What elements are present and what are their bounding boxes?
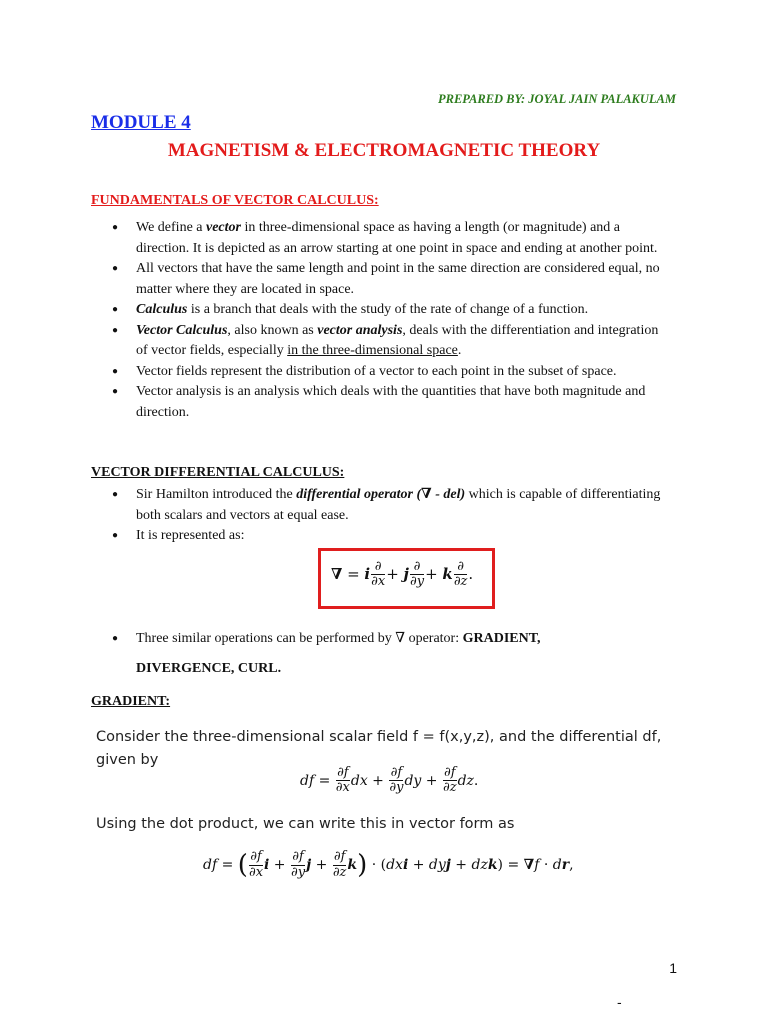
differential-formula: df = $\frac{\partial f}{\partial x}$ dx + $\frac{\partial f}{\partial y}$ dy + $\frac{\partial f}{\partial z}$ dz. <box>300 765 479 796</box>
list-item: ● Three similar operations can be performed by ∇ operator: GRADIENT, DIVERGENCE, CURL. <box>112 624 582 684</box>
list-item: ● Sir Hamilton introduced the differential operator (∇ - del) which is capable of differentiating both scalars and vectors at equal ease. <box>112 485 672 526</box>
list-item: ● It is represented as: <box>112 526 672 547</box>
page-number: 1 <box>669 960 677 976</box>
del-operator-formula: ∇ = i $\frac{\partial}{\partial x}$ + j $\frac{\partial}{\partial y}$ + k $\frac{\partial}{\partial z}$ . <box>331 559 474 590</box>
section-heading-fundamentals: FUNDAMENTALS OF VECTOR CALCULUS: <box>91 193 379 208</box>
section-heading-vector-differential: VECTOR DIFFERENTIAL CALCULUS: <box>91 465 345 480</box>
section-heading-gradient: GRADIENT: <box>91 694 171 709</box>
vector-form-formula: df = ( $\frac{\partial f}{\partial x}$ i + $\frac{\partial f}{\partial y}$ j + $\frac{\partial f}{\partial z}$ k) · (dxi + dyj + dzk) = ∇f · dr, <box>203 849 574 880</box>
footer-dash: - <box>617 994 622 1010</box>
list-item: ● All vectors that have the same length and point in the same direction are considered equal, no matter where they are located in space. <box>112 259 672 300</box>
gradient-intro-text: Consider the three-dimensional scalar field f = f(x,y,z), and the differential df, given by <box>96 729 662 768</box>
del-operator-formula-box <box>318 548 495 609</box>
operations-list <box>112 624 582 684</box>
dot-product-text: Using the dot product, we can write this in vector form as <box>96 816 515 832</box>
list-item: ● Vector Calculus, also known as vector analysis, deals with the differentiation and integration of vector fields, especially in the three-dimensional space. <box>112 321 672 362</box>
list-item: ● Vector fields represent the distribution of a vector to each point in the subset of space. <box>112 362 672 383</box>
list-item: ● Vector analysis is an analysis which deals with the quantities that have both magnitude and direction. <box>112 382 672 423</box>
module-heading: MODULE 4 <box>91 112 191 133</box>
fundamentals-list <box>112 218 672 423</box>
vector-differential-list <box>112 485 672 547</box>
list-item: ● Calculus is a branch that deals with the study of the rate of change of a function. <box>112 300 672 321</box>
list-item: ● We define a vector in three-dimensional space as having a length (or magnitude) and a direction. It is depicted as an arrow starting at one point in space and ending at another point. <box>112 218 672 259</box>
prepared-by: PREPARED BY: JOYAL JAIN PALAKULAM <box>438 92 676 106</box>
page-title: MAGNETISM & ELECTROMAGNETIC THEORY <box>167 140 601 161</box>
